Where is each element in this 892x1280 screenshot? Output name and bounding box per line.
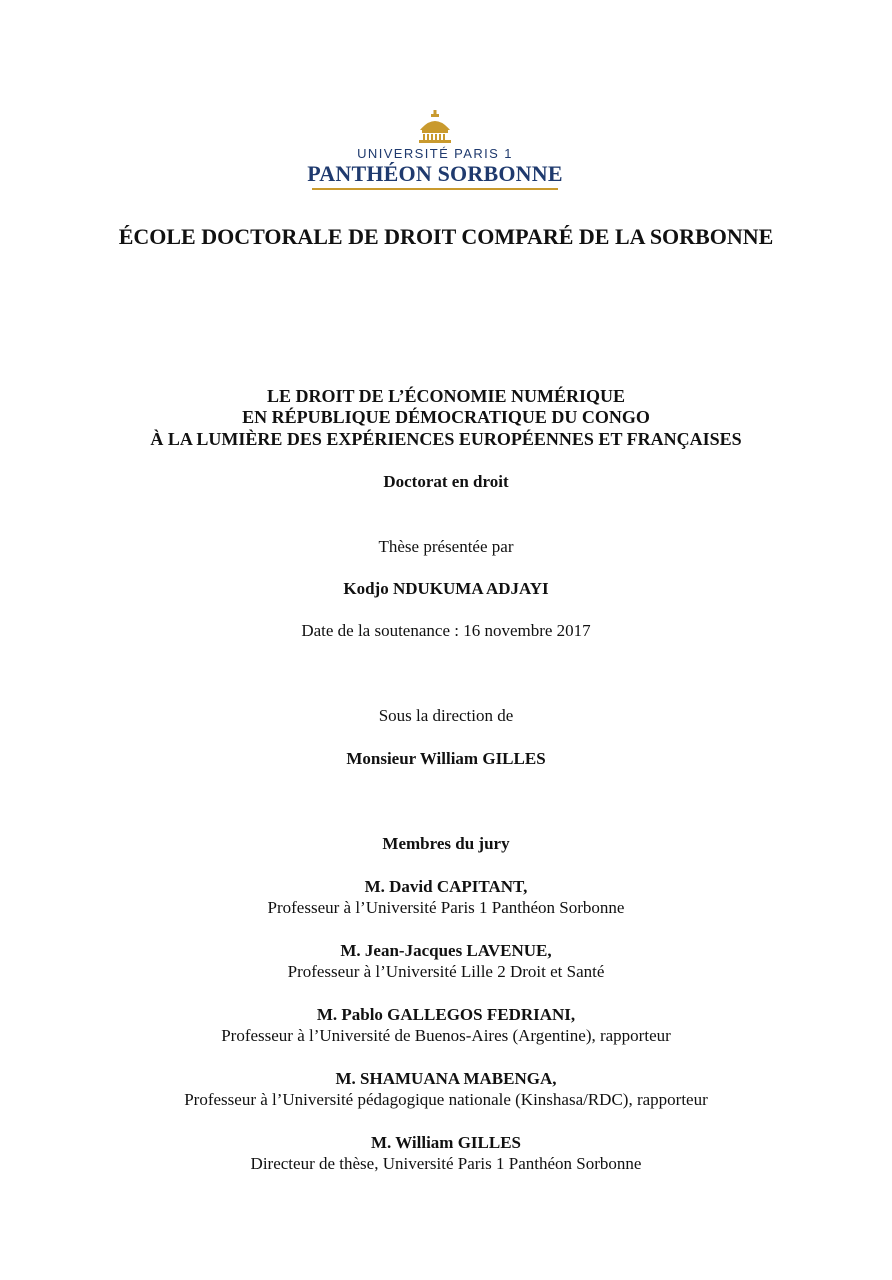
jury-member-name: M. Pablo GALLEGOS FEDRIANI, bbox=[316, 1005, 576, 1024]
defense-date: Date de la soutenance : 16 novembre 2017 bbox=[301, 621, 591, 640]
degree-label: Doctorat en droit bbox=[383, 472, 509, 491]
jury-member-role: Professeur à l’Université Paris 1 Panthéon Sorbonne bbox=[267, 898, 625, 917]
jury-heading: Membres du jury bbox=[382, 834, 510, 853]
university-logo bbox=[306, 108, 564, 192]
thesis-title-line-2: EN RÉPUBLIQUE DÉMOCRATIQUE DU CONGO bbox=[242, 407, 650, 427]
jury-member-role: Directeur de thèse, Université Paris 1 Panthéon Sorbonne bbox=[250, 1154, 642, 1173]
jury-member-name: M. Jean-Jacques LAVENUE, bbox=[340, 941, 552, 960]
thesis-title-line-3: À LA LUMIÈRE DES EXPÉRIENCES EUROPÉENNES ET FRANÇAISES bbox=[150, 429, 742, 449]
author-name: Kodjo NDUKUMA ADJAYI bbox=[343, 579, 549, 598]
logo-underline bbox=[312, 188, 558, 190]
logo-university-line: UNIVERSITÉ PARIS 1 bbox=[357, 146, 513, 161]
jury-member-role: Professeur à l’Université pédagogique nationale (Kinshasa/RDC), rapporteur bbox=[184, 1090, 708, 1109]
logo-name-line: PANTHÉON SORBONNE bbox=[307, 161, 563, 186]
director-name: Monsieur William GILLES bbox=[346, 749, 546, 768]
doctoral-school-heading: ÉCOLE DOCTORALE DE DROIT COMPARÉ DE LA SORBONNE bbox=[118, 224, 774, 249]
jury-member-role: Professeur à l’Université de Buenos-Aires (Argentine), rapporteur bbox=[221, 1026, 671, 1045]
jury-member-name: M. David CAPITANT, bbox=[364, 877, 528, 896]
pantheon-dome-icon bbox=[306, 108, 564, 144]
jury-member-name: M. William GILLES bbox=[370, 1133, 522, 1152]
jury-member-role: Professeur à l’Université Lille 2 Droit et Santé bbox=[287, 962, 605, 981]
presented-by-label: Thèse présentée par bbox=[378, 537, 514, 556]
jury-member-name: M. SHAMUANA MABENGA, bbox=[335, 1069, 557, 1088]
supervision-label: Sous la direction de bbox=[378, 706, 514, 725]
thesis-title-line-1: LE DROIT DE L’ÉCONOMIE NUMÉRIQUE bbox=[266, 386, 626, 406]
